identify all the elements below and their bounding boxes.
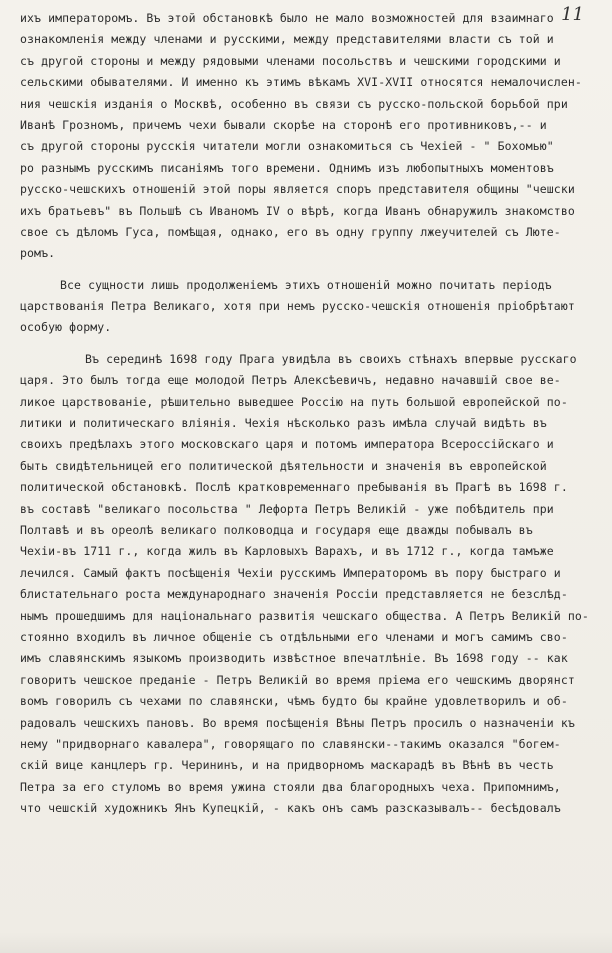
text-line: царствованія Петра Великаго, хотя при немъ русско-чешскія отношенія пріобрѣтают <box>20 299 575 314</box>
page-number: 11 <box>561 4 584 25</box>
text-line: ихъ братьевъ" въ Польшѣ съ Иваномъ IV о вѣрѣ, когда Иванъ обнаружилъ знакомство <box>20 203 575 218</box>
text-line: ро разнымъ русскимъ писаніямъ того времени. Однимъ изъ любопытныхъ моментовъ <box>20 160 554 175</box>
text-line: Все сущности лишь продолженіемъ этихъ отношеній можно почитать періодъ <box>60 277 552 292</box>
text-line: что чешскій художникъ Янъ Купецкій, - какъ онъ самъ разсказывалъ-- бесѣдовалъ <box>20 801 561 816</box>
text-line: съ другой стороны и между рядовыми членами посольствъ и чешскими городскими и <box>20 53 561 68</box>
text-line: имъ славянскимъ языкомъ производить извѣстное впечатлѣніе. Въ 1698 году -- как <box>20 651 568 666</box>
text-line: ликое царствованіе, рѣшительно выведшее Россію на путь большой европейской по- <box>20 394 568 409</box>
text-line: въ составѣ "великаго посольства " Лефорта Петръ Великій - уже побѣдитель при <box>20 501 554 516</box>
document-body <box>20 8 605 819</box>
text-line: вомъ говорилъ съ чехами по славянски, чѣмъ будто бы крайне удовлетворилъ и об- <box>20 694 568 709</box>
text-line: радовалъ чешскихъ пановъ. Во время посѣщенія Вѣны Петръ просилъ о назначеніи къ <box>20 715 575 730</box>
text-line: Петра за его стуломъ во время ужина стояли два благородныхъ чеха. Припомнимъ, <box>20 779 561 794</box>
text-line: Чехіи-въ 1711 г., когда жилъ въ Карловыхъ Варахъ, и въ 1712 г., когда тамъже <box>20 544 554 559</box>
text-line: Иванѣ Грозномъ, причемъ чехи бывали скорѣе на сторонѣ его противниковъ,-- и <box>20 117 547 132</box>
text-line: политической обстановкѣ. Послѣ кратковременнаго пребыванія въ Прагѣ въ 1698 г. <box>20 480 568 495</box>
text-line: лечился. Самый фактъ посѣщенія Чехіи русскимъ Императоромъ въ пору быстраго и <box>20 565 561 580</box>
text-line: съ другой стороны русскія читатели могли ознакомиться съ Чехіей - " Бохомью" <box>20 139 554 154</box>
text-line: ихъ императоромъ. Въ этой обстановкѣ было не мало возможностей для взаимнаго <box>20 11 554 25</box>
text-line: нымъ прошедшимъ для національнаго развитія чешскаго общества. А Петръ Великій по- <box>20 608 589 623</box>
page-edge-shadow <box>0 932 612 953</box>
text-line: Въ серединѣ 1698 году Прага увидѣла въ своихъ стѣнахъ впервые русскаго <box>85 351 577 366</box>
text-line: ромъ. <box>20 246 56 261</box>
text-line: свое съ дѣломъ Гуса, помѣщая, однако, его въ одну группу лжеучителей съ Люте- <box>20 224 561 239</box>
text-line: особую форму. <box>20 320 112 335</box>
text-line: царя. Это былъ тогда еще молодой Петръ Алексѣевичъ, недавно начавшій свое ве- <box>20 373 561 388</box>
text-line: русско-чешскихъ отношеній этой поры является споръ представителя общины "чешски <box>20 182 575 197</box>
text-line: блистательнаго роста международнаго значенія Россіи представляется не безслѣд- <box>20 587 568 602</box>
text-line: говоритъ чешское преданіе - Петръ Великій во время пріема его чешскимъ дворянст <box>20 672 575 687</box>
text-line: Полтавѣ и въ ореолѣ великаго полководца и государя еще дважды побывалъ въ <box>20 522 533 537</box>
text-line: своихъ предѣлахъ этого московскаго царя и потомъ императора Всероссійскаго и <box>20 437 554 452</box>
text-line <box>20 339 605 349</box>
text-line: сельскими обывателями. И именно къ этимъ вѣкамъ XVI-XVII относятся немалочислен- <box>20 75 582 90</box>
text-line: ознакомленія между членами и русскими, между представителями власти съ той и <box>20 32 554 47</box>
text-line <box>20 265 605 275</box>
text-line: ния чешскія изданія о Москвѣ, особенно въ связи съ русско-польской борьбой при <box>20 96 568 111</box>
text-line: стоянно входилъ въ личное общеніе съ отдѣльными его членами и могъ самимъ сво- <box>20 629 568 644</box>
text-line: нему "придворнаго кавалера", говорящаго по славянски--такимъ оказался "богем- <box>20 736 561 751</box>
text-line: литики и политическаго вліянія. Чехія нѣсколько разъ имѣла случай видѣть въ <box>20 416 547 431</box>
text-line: скій вице канцлеръ гр. Черининъ, и на придворномъ маскарадѣ въ Вѣнѣ въ честь <box>20 758 554 773</box>
text-line: быть свидѣтельницей его политической дѣятельности и значенія въ европейской <box>20 458 547 473</box>
